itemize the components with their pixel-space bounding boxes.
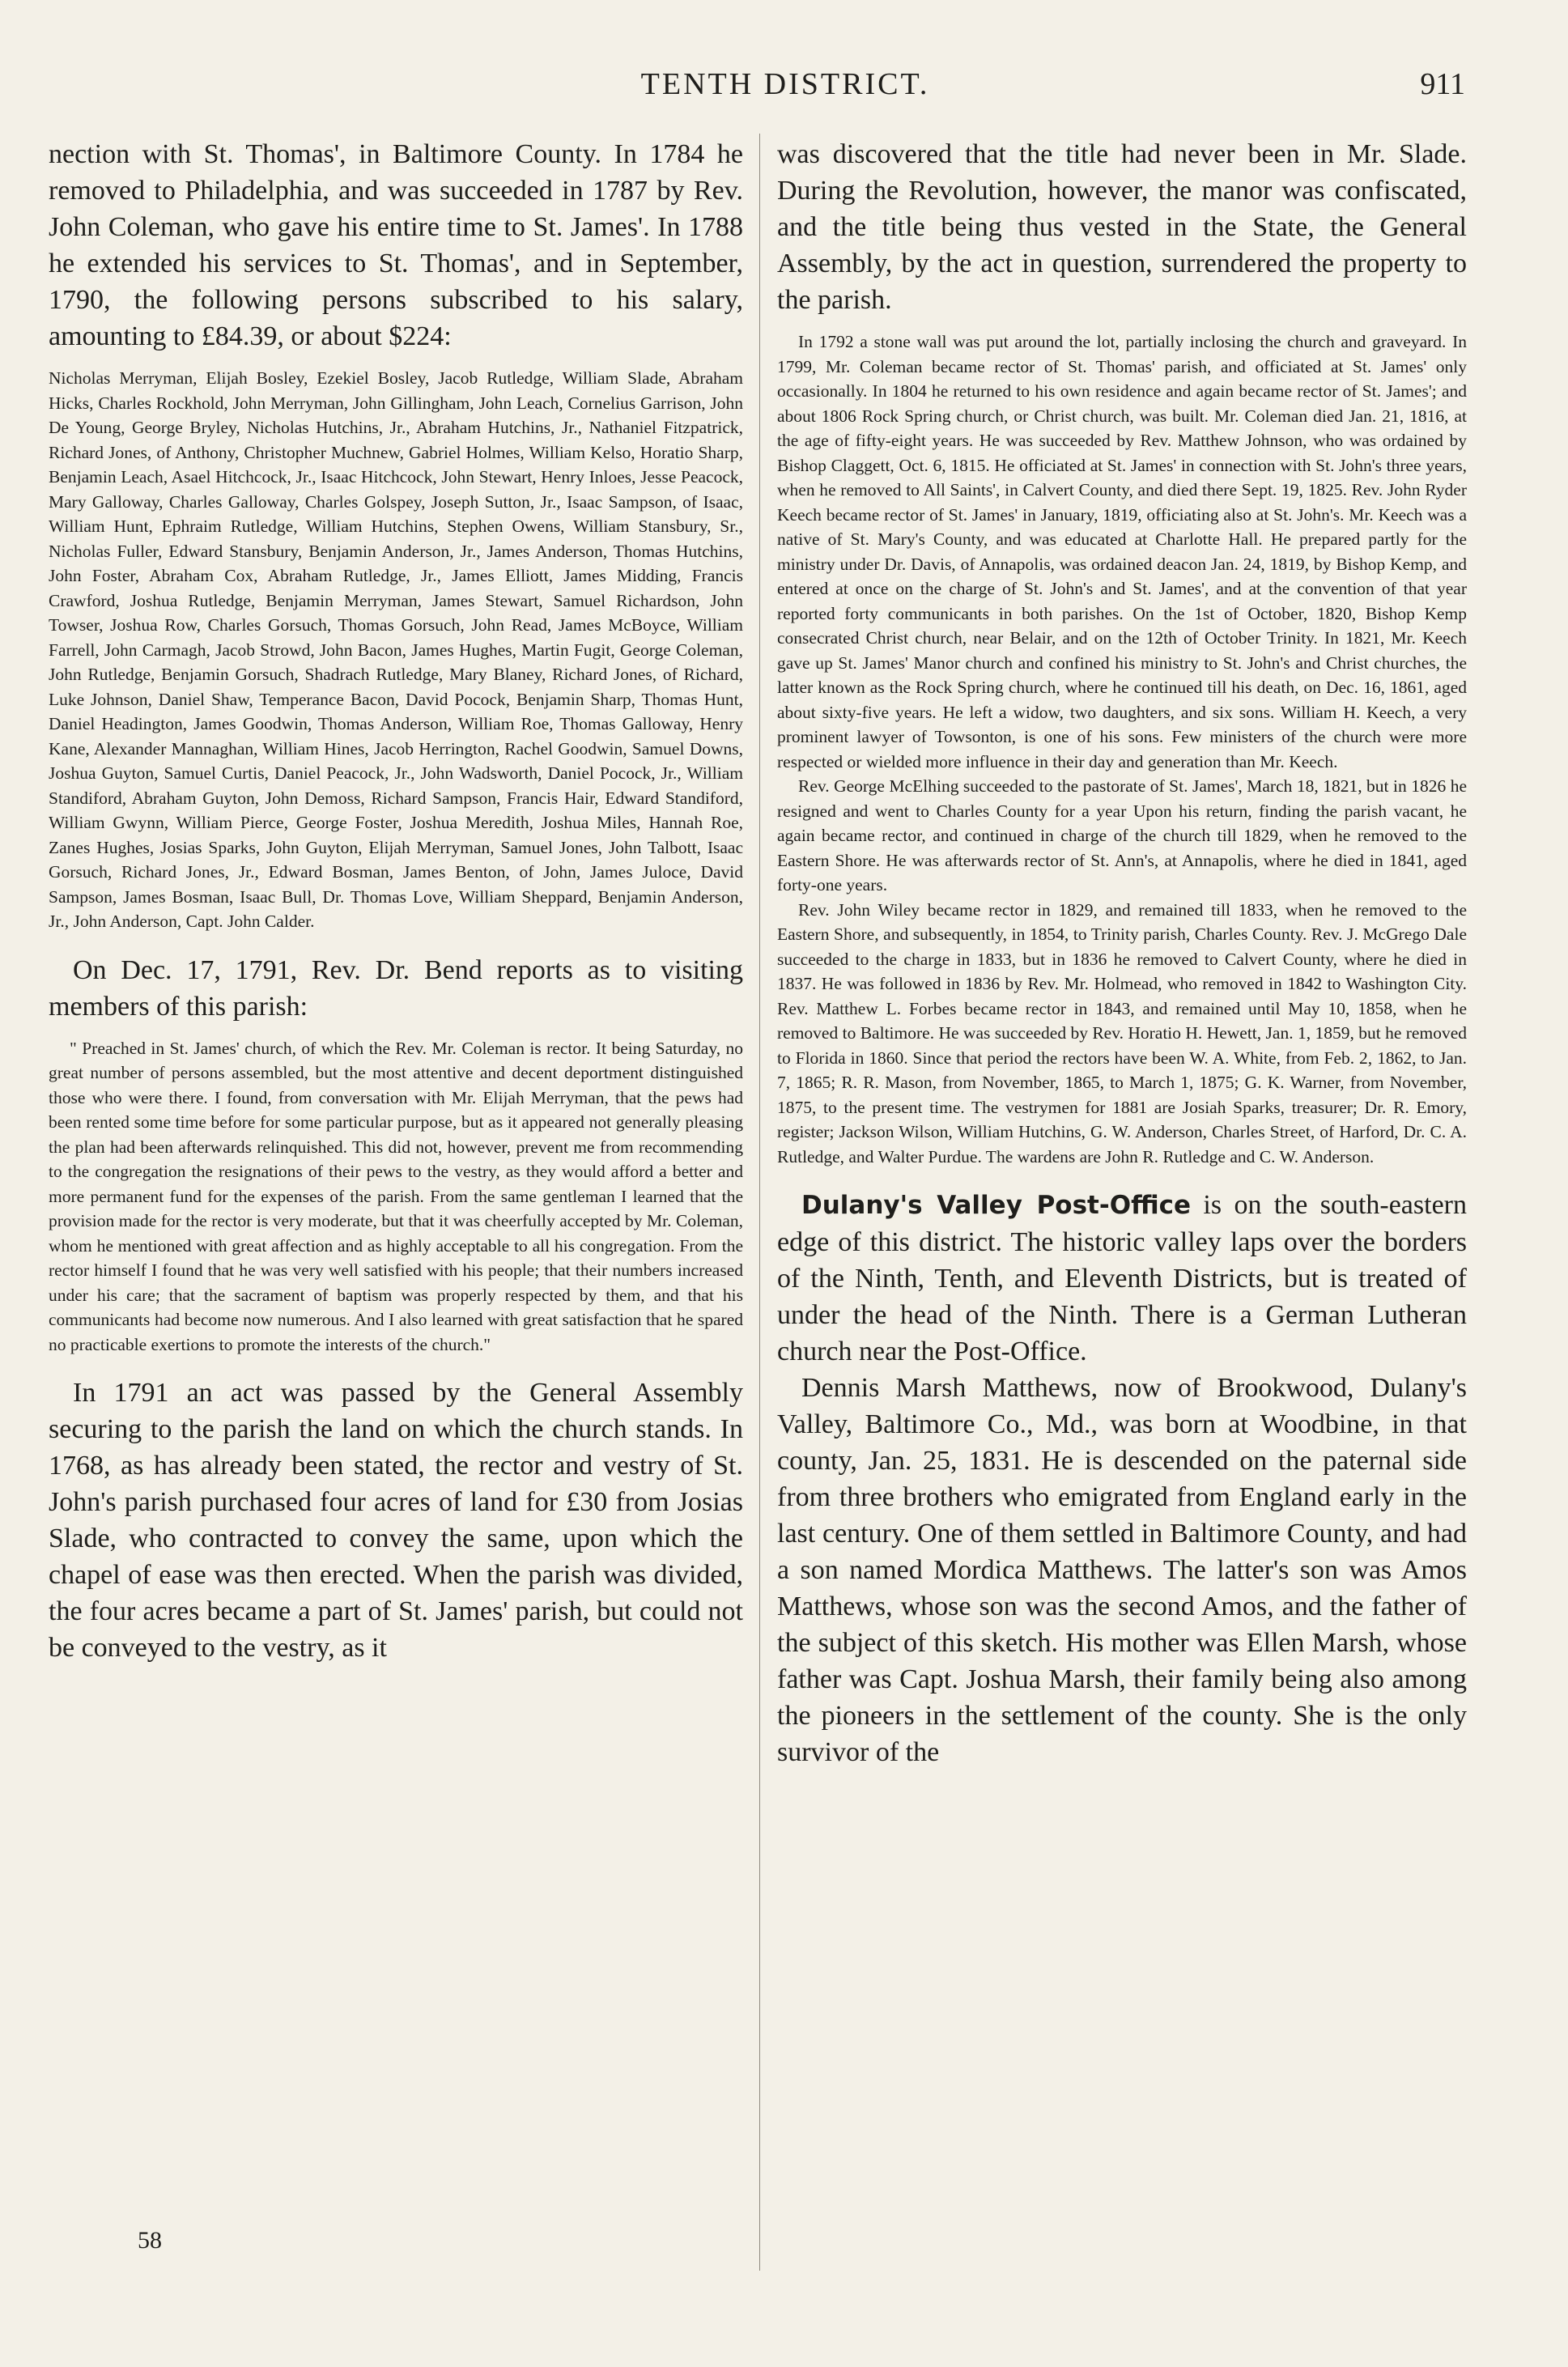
page-number: 911 [1420, 67, 1465, 101]
paragraph-mcelhing: Rev. George McElhing succeeded to the pastorate of St. James', March 18, 1821, but in 1826 he resigned and went to Charles County for a year Upon his return, finding the parish vacant, he again became rector, and continued in charge of the church till 1829, when he removed to the Eastern Shore. He was afterwards rector of St. Ann's, at Annapolis, where he died in 1841, aged forty-one years. [777, 776, 1467, 895]
paragraph-continuation: nection with St. Thomas', in Baltimore County. In 1784 he removed to Philadelphia, and was succeeded in 1787 by Rev. John Coleman, who gave his entire time to St. James'. In 1788 he extended his services to St. Thomas', and in September, 1790, the following persons subscribed to his salary, amounting to £84.39, or about $224: [49, 139, 743, 351]
subscriber-list: Nicholas Merryman, Elijah Bosley, Ezekiel Bosley, Jacob Rutledge, William Slade, Abraham Hicks, Charles Rockhold, John Merryman, John Gillingham, John Leach, Cornelius Garrison, John De Young, George Bryley, Nicholas Hutchins, Jr., Abraham Hutchins, Jr., Nathaniel Fitzpatrick, Richard Jones, of Anthony, Christopher Muchnew, Gabriel Holmes, William Kelso, Horatio Sharp, Benjamin Leach, Asael Hitchcock, Jr., Isaac Hitchcock, John Stewart, Henry Inloes, Jesse Peacock, Mary Galloway, Charles Galloway, Charles Golspey, Joseph Sutton, Jr., Isaac Sampson, of Isaac, William Hunt, Ephraim Rutledge, William Hutchins, Stephen Owens, William Stansbury, Sr., Nicholas Fuller, Edward Stansbury, Benjamin Anderson, Jr., James Anderson, Thomas Hutchins, John Foster, Abraham Cox, Abraham Rutledge, Jr., James Elliott, James Midding, Francis Crawford, Joshua Rutledge, Benjamin Merryman, James Stewart, Samuel Richardson, John Towser, Joshua Row, Charles Gorsuch, Thomas Gorsuch, John Read, James McBoyce, William Farrell, John Carmagh, Jacob Strowd, John Bacon, James Hughes, Martin Fugit, George Coleman, John Rutledge, Benjamin Gorsuch, Shadrach Rutledge, Mary Blaney, Richard Jones, of Richard, Luke Johnson, Daniel Shaw, Temperance Bacon, David Pocock, Benjamin Sharp, Thomas Hunt, Daniel Headington, James Goodwin, Thomas Anderson, William Roe, Thomas Galloway, Henry Kane, Alexander Mannaghan, William Hines, Jacob Herrington, Rachel Goodwin, Samuel Downs, Joshua Guyton, Samuel Curtis, Daniel Peacock, Jr., John Wadsworth, Daniel Pocock, Jr., William Standiford, Abraham Guyton, John Demoss, Richard Sampson, Francis Hair, Edward Standiford, William Gwynn, William Pierce, George Foster, Joshua Meredith, Joshua Miles, Hannah Roe, Zanes Hughes, Josias Sparks, John Guyton, Elijah Merryman, Samuel Jones, John Talbott, Isaac Gorsuch, Richard Jones, Jr., Edward Bosman, James Benton, of John, James Juloce, David Sampson, James Bosman, Isaac Bull, Dr. Thomas Love, William Sheppard, Benjamin Anderson, Jr., John Anderson, Capt. John Calder. [49, 368, 743, 931]
paragraph-title-continuation: was discovered that the title had never been in Mr. Slade. During the Revolution, however, the manor was confiscated, and the title being thus vested in the State, the General Assembly, by the act in question, surrendered the property to the parish. [777, 139, 1467, 315]
post-office-text: is on the south-eastern edge of this district. The historic valley laps over the borders of the Ninth, Tenth, and Eleventh Districts, but is treated of under the head of the Ninth. There is a German Lutheran church near the Post-Office. [777, 1190, 1467, 1366]
paragraph-bend-report: On Dec. 17, 1791, Rev. Dr. Bend reports as to visiting members of this parish: [49, 954, 743, 1022]
signature-mark: 58 [138, 2227, 162, 2254]
paragraph-dennis-matthews: Dennis Marsh Matthews, now of Brookwood, Dulany's Valley, Baltimore Co., Md., was born at Woodbine, in that county, Jan. 25, 1831. He is descended on the paternal side from three brothers who emigrated from England early in the last century. One of them settled in Baltimore County, and had a son named Mordica Matthews. The latter's son was Amos Matthews, whose son was the second Amos, and the father of the subject of this sketch. His mother was Ellen Marsh, whose father was Capt. Joshua Marsh, their family being also among the pioneers in the settlement of the county. She is the only survivor of the [777, 1373, 1467, 1767]
column-divider [759, 134, 760, 2271]
right-column [777, 136, 1467, 1770]
quoted-report: " Preached in St. James' church, of which the Rev. Mr. Coleman is rector. It being Saturday, no great number of persons assembled, but the most attentive and decent deportment distinguished those who were there. I found, from conversation with Mr. Elijah Merryman, that the pews had been rented some time before for some particular purpose, but as it appeared not generally pleasing the plan had been afterwards relinquished. This did not, however, prevent me from recommending to the congregation the resignations of their pews to the vestry, as they would afford a better and more permanent fund for the expenses of the parish. From the same gentleman I learned that the provision made for the rector is very moderate, but that it was cheerfully accepted by Mr. Coleman, whom he mentioned with great affection and as highly acceptable to all his congregation. From the rector himself I found that he was very well satisfied with his people; that their numbers increased under his care; that the sacrament of baptism was properly respected by them, and that his communicants had become now numerous. And I also learned with great satisfaction that he spared no practicable exertions to promote the interests of the church." [49, 1038, 743, 1354]
paragraph-wiley: Rev. John Wiley became rector in 1829, and remained till 1833, when he removed to the Eastern Shore, and subsequently, in 1854, to Trinity parish, Charles County. Rev. J. McGrego Dale succeeded to the charge in 1833, but in 1836 he removed to Calvert County, where he died in 1837. He was followed in 1836 by Rev. Mr. Holmead, who removed in 1842 to Washington City. Rev. Matthew L. Forbes became rector in 1843, and remained until May 10, 1858, when he removed to Baltimore. He was succeeded by Rev. Horatio H. Hewett, Jan. 1, 1859, but he removed to Florida in 1860. Since that period the rectors have been W. A. White, from Feb. 2, 1862, to Jan. 7, 1865; R. R. Mason, from November, 1865, to March 1, 1875; G. K. Warner, from November, 1875, to the present time. The vestrymen for 1881 are Josiah Sparks, treasurer; Dr. R. Emory, register; Jackson Wilson, William Hutchins, G. W. Anderson, Charles Street, of Harford, Dr. C. A. Rutledge, and Walter Purdue. The wardens are John R. Rutledge and C. W. Anderson. [777, 899, 1467, 1167]
paragraph-dulany-post-office [777, 1187, 1467, 1370]
paragraph-rectors-1792: In 1792 a stone wall was put around the lot, partially inclosing the church and graveyard. In 1799, Mr. Coleman became rector of St. Thomas' parish, and officiated at St. James' only occasionally. In 1804 he returned to his own residence and again became rector of St. James'; and about 1806 Rock Spring church, or Christ church, was built. Mr. Coleman died Jan. 21, 1816, at the age of fifty-eight years. He was succeeded by Rev. Matthew Johnson, who was ordained by Bishop Claggett, Oct. 6, 1815. He officiated at St. James' in connection with St. John's three years, when he removed to All Saints', in Calvert County, and died there Sept. 19, 1825. Rev. John Ryder Keech became rector of St. James' in January, 1819, officiating also at St. John's. Mr. Keech was a native of St. Mary's County, and was educated at Charlotte Hall. He prepared partly for the ministry under Dr. Davis, of Annapolis, was ordained deacon Jan. 24, 1819, by Bishop Kemp, and entered at once on the charge of St. John's and St. James', and at the convention of that year reported forty communicants in both parishes. On the 1st of October, 1820, Bishop Kemp consecrated Christ church, near Belair, and on the 12th of October Trinity. In 1821, Mr. Keech gave up St. James' Manor church and confined his ministry to St. John's and Christ churches, the latter known as the Rock Spring church, where he continued till his death, on Dec. 16, 1861, aged about sixty-five years. He left a widow, two daughters, and six sons. William H. Keech, a very prominent lawyer of Towsonton, is one of his sons. Few ministers of the church were more respected or wielded more influence in their day and generation than Mr. Keech. [777, 332, 1467, 771]
section-heading: Dulany's Valley Post-Office [801, 1191, 1192, 1220]
paragraph-general-assembly: In 1791 an act was passed by the General Assembly securing to the parish the land on which the church stands. In 1768, as has already been stated, the rector and vestry of St. John's parish purchased four acres of land for £30 from Josias Slade, who contracted to convey the same, upon which the chapel of ease was then erected. When the parish was divided, the four acres became a part of St. James' parish, but could not be conveyed to the vestry, as it [49, 1378, 743, 1663]
left-column [49, 136, 743, 1666]
running-header-title: TENTH DISTRICT. [640, 67, 930, 101]
